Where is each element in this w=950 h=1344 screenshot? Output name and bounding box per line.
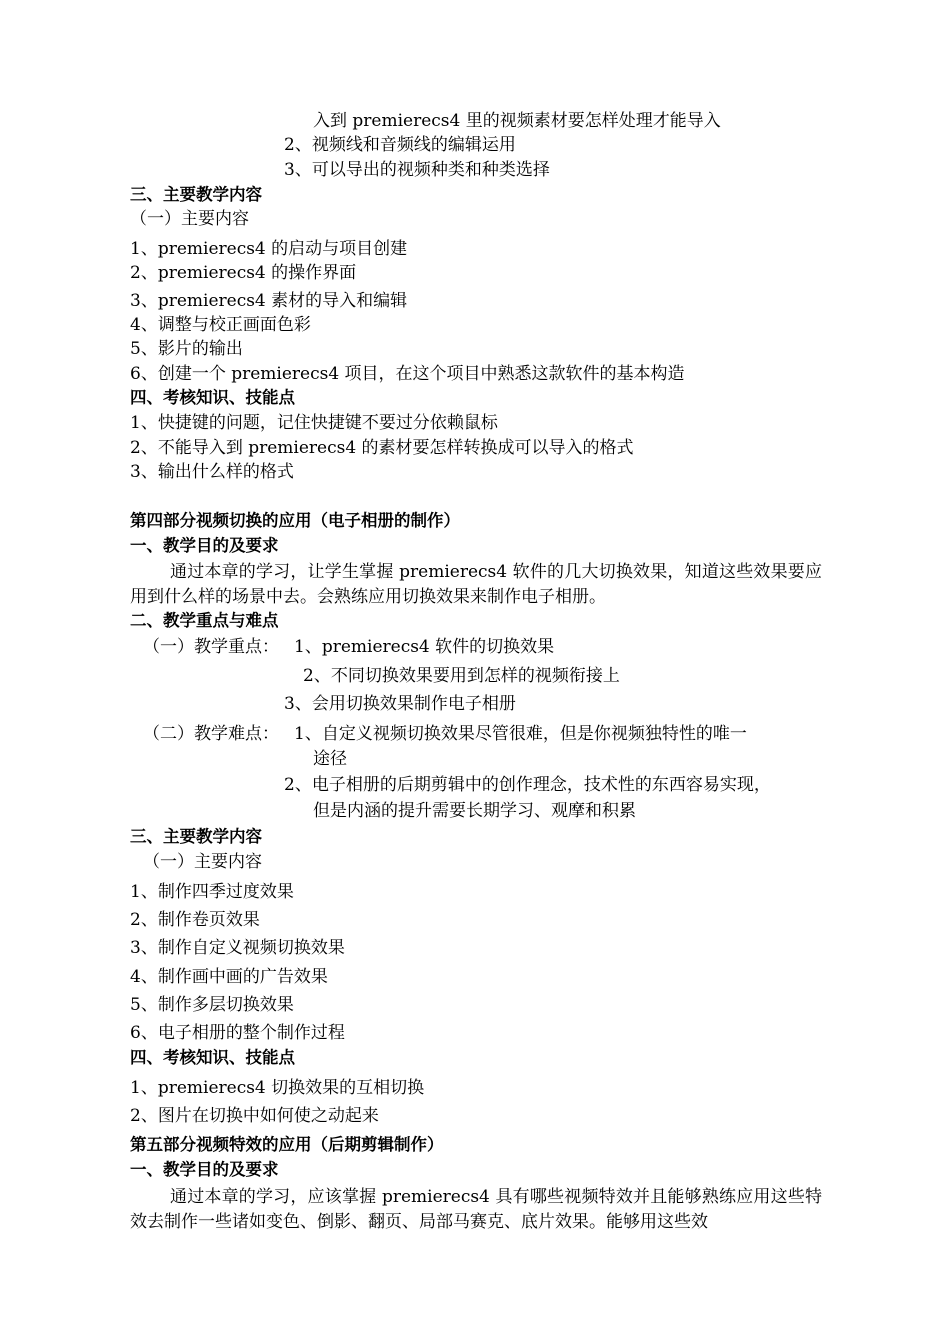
exam-item: 3、输出什么样的格式 <box>130 462 294 482</box>
difficulty-item-2: 2、视频线和音频线的编辑运用 <box>284 135 516 155</box>
list-item: 4、调整与校正画面色彩 <box>130 315 311 335</box>
keypoint-item-2: 2、不同切换效果要用到怎样的视频衔接上 <box>303 666 620 686</box>
exam-item: 2、图片在切换中如何使之动起来 <box>130 1106 379 1126</box>
list-item: 4、制作画中画的广告效果 <box>130 967 328 987</box>
list-item: 2、premierecs4 的操作界面 <box>130 263 357 283</box>
difficulty-item-1-cont: 途径 <box>313 749 347 769</box>
goals-paragraph: 通过本章的学习，让学生掌握 premierecs4 软件的几大切换效果，知道这些效果要应用到什么样的场景中去。会熟练应用切换效果来制作电子相册。 <box>130 562 822 607</box>
difficulty-item-3: 3、可以导出的视频种类和种类选择 <box>284 160 550 180</box>
difficulty-item-1: 1、自定义视频切换效果尽管很难，但是你视频独特性的唯一 <box>294 724 747 744</box>
section-heading-content: 三、主要教学内容 <box>130 827 262 846</box>
list-item: 5、制作多层切换效果 <box>130 995 294 1015</box>
difficulty-item-2-cont: 但是内涵的提升需要长期学习、观摩和积累 <box>313 801 636 821</box>
section-heading-content: 三、主要教学内容 <box>130 185 262 204</box>
list-item: 6、电子相册的整个制作过程 <box>130 1023 345 1043</box>
list-item: 1、制作四季过度效果 <box>130 882 294 902</box>
keypoint-item-3: 3、会用切换效果制作电子相册 <box>284 694 516 714</box>
list-item: 2、制作卷页效果 <box>130 910 260 930</box>
section-heading-goals: 一、教学目的及要求 <box>130 1160 279 1179</box>
list-item: 3、premierecs4 素材的导入和编辑 <box>130 291 408 311</box>
section-heading-exam: 四、考核知识、技能点 <box>130 388 295 407</box>
exam-item: 2、不能导入到 premierecs4 的素材要怎样转换成可以导入的格式 <box>130 438 634 458</box>
subsection-heading: （一）主要内容 <box>130 209 249 229</box>
section-heading-keypoints: 二、教学重点与难点 <box>130 611 279 630</box>
section-heading-goals: 一、教学目的及要求 <box>130 536 279 555</box>
difficulty-item-2: 2、电子相册的后期剪辑中的创作理念，技术性的东西容易实现， <box>284 775 771 795</box>
goals-paragraph: 通过本章的学习，应该掌握 premierecs4 具有哪些视频特效并且能够熟练应用这些特效去制作一些诸如变色、倒影、翻页、局部马赛克、底片效果。能够用这些效 <box>130 1187 822 1232</box>
chapter-title: 第四部分视频切换的应用（电子相册的制作） <box>130 511 460 530</box>
chapter-title: 第五部分视频特效的应用（后期剪辑制作） <box>130 1135 444 1154</box>
list-item: 1、premierecs4 的启动与项目创建 <box>130 239 408 259</box>
list-item: 5、影片的输出 <box>130 339 243 359</box>
keypoint-item-1: 1、premierecs4 软件的切换效果 <box>294 637 555 657</box>
keypoint-label: （一）教学重点： <box>143 637 279 657</box>
difficulty-continuation: 入到 premierecs4 里的视频素材要怎样处理才能导入 <box>313 111 721 131</box>
exam-item: 1、premierecs4 切换效果的互相切换 <box>130 1078 425 1098</box>
difficulty-label: （二）教学难点： <box>143 724 279 744</box>
section-heading-exam: 四、考核知识、技能点 <box>130 1048 295 1067</box>
subsection-heading: （一）主要内容 <box>143 852 262 872</box>
list-item: 6、创建一个 premierecs4 项目，在这个项目中熟悉这款软件的基本构造 <box>130 364 685 384</box>
list-item: 3、制作自定义视频切换效果 <box>130 938 345 958</box>
exam-item: 1、快捷键的问题，记住快捷键不要过分依赖鼠标 <box>130 413 498 433</box>
